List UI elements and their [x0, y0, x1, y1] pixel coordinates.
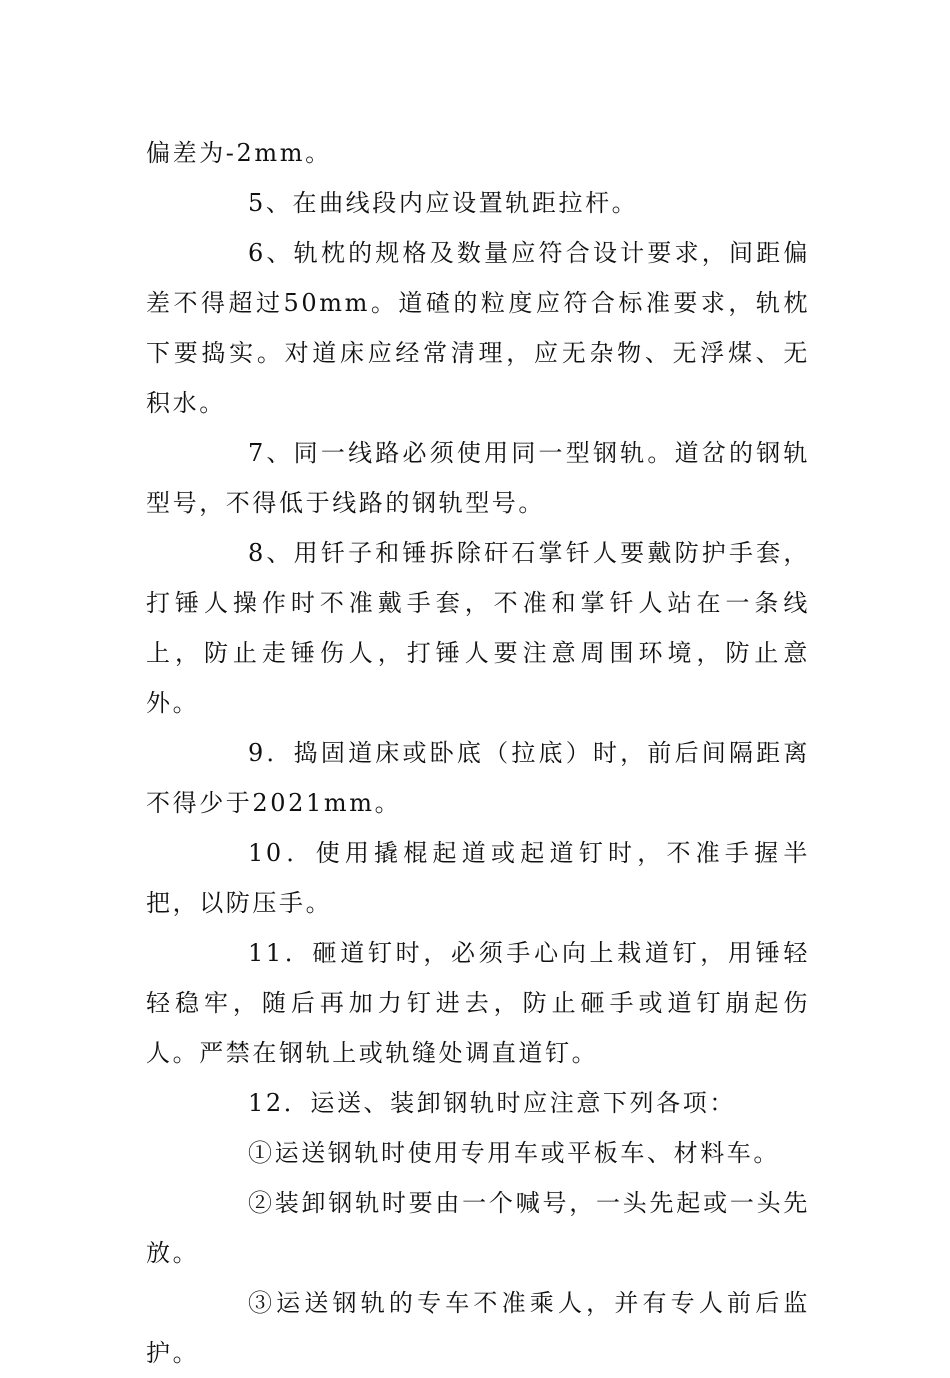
paragraph-9: 12．运送、装卸钢轨时应注意下列各项： [248, 1089, 736, 1117]
paragraph-1: 偏差为-2mm。 [146, 139, 332, 167]
paragraph-11: ②装卸钢轨时要由一个喊号，一头先起或一头先放。 [146, 1189, 810, 1267]
paragraph-8: 11．砸道钉时，必须手心向上栽道钉，用锤轻轻稳牢，随后再加力钉进去，防止砸手或道钉崩起伤人。严禁在钢轨上或轨缝处调直道钉。 [146, 939, 810, 1067]
paragraph-5: 8、用钎子和锤拆除矸石掌钎人要戴防护手套，打锤人操作时不准戴手套，不准和掌钎人站在一条线上，防止走锤伤人，打锤人要注意周围环境，防止意外。 [146, 539, 810, 717]
paragraph-4: 7、同一线路必须使用同一型钢轨。道岔的钢轨型号，不得低于线路的钢轨型号。 [146, 439, 810, 517]
paragraph-12: ③运送钢轨的专车不准乘人，并有专人前后监护。 [146, 1289, 810, 1367]
paragraph-7: 10．使用撬棍起道或起道钉时，不准手握半把，以防压手。 [146, 839, 810, 917]
paragraph-2: 5、在曲线段内应设置轨距拉杆。 [248, 189, 639, 217]
paragraph-10: ①运送钢轨时使用专用车或平板车、材料车。 [248, 1139, 780, 1167]
paragraph-6: 9．捣固道床或卧底（拉底）时，前后间隔距离不得少于2021mm。 [146, 739, 810, 817]
body-text [146, 128, 810, 1378]
paragraph-3: 6、轨枕的规格及数量应符合设计要求，间距偏差不得超过50mm。道碴的粒度应符合标准要求，轨枕下要捣实。对道床应经常清理，应无杂物、无浮煤、无积水。 [146, 239, 810, 417]
